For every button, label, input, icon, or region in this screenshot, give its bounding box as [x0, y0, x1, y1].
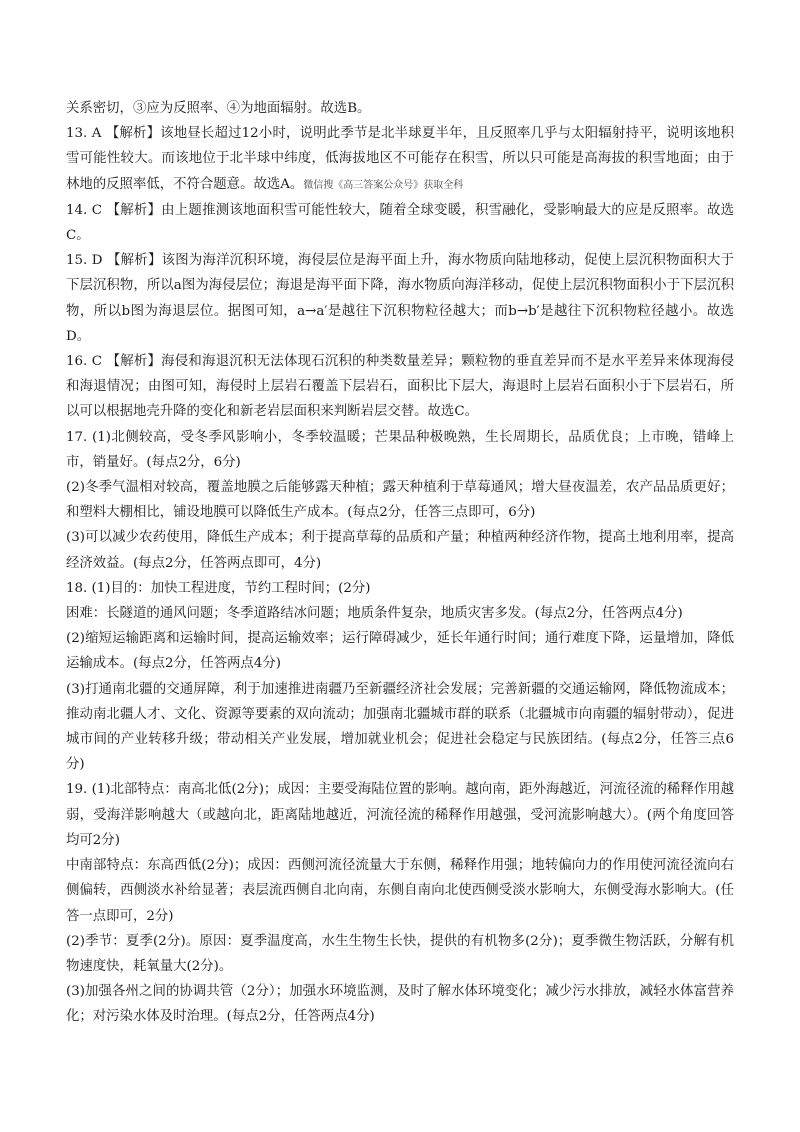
answer-18-1-difficulty: 困难：长隧道的通风问题；冬季道路结冰问题；地质条件复杂，地质灾害多发。(每点2分，任答两点4分)	[66, 606, 683, 622]
answer-18-2: (2)缩短运输距离和运输时间，提高运输效率；运行障碍减少，延长年通行时间；通行难度下降，运量增加，降低运输成本。(每点2分，任答两点4分)	[66, 631, 734, 672]
answer-18-3: (3)打通南北疆的交通屏障，利于加速推进南疆乃至新疆经济社会发展；完善新疆的交通运输网，降低物流成本；推动南北疆人才、文化、资源等要素的双向流动；加强南北疆城市群的联系（北疆城市向南疆的辐射带动），促进城市间的产业转移升级；带动相关产业发展，增加就业机会；促进社会稳定与民族团结。(每点2分，任答三点6分)	[66, 681, 734, 773]
answer-17-1: 17. (1)北侧较高，受冬季风影响小，冬季较温暖；芒果品种极晚熟，生长周期长，品质优良；上市晚，错峰上市，销量好。(每点2分，6分)	[66, 429, 734, 470]
answer-text-body	[66, 96, 734, 1030]
watermark-text: 微信搜《高三答案公众号》获取全科	[303, 179, 464, 191]
answer-18-1-purpose: 18. (1)目的：加快工程进度，节约工程时间；(2分)	[66, 580, 371, 596]
answer-19-3: (3)加强各州之间的协调共管（2分）；加强水环境监测，及时了解水体环境变化；减少污水排放，减轻水体富营养化；对污染水体及时治理。(每点2分，任答两点4分)	[66, 984, 734, 1025]
answer-19-2: (2)季节：夏季(2分)。原因：夏季温度高，水生生物生长快，提供的有机物多(2分)；夏季微生物活跃，分解有机物速度快，耗氧量大(2分)。	[66, 933, 734, 974]
answer-14: 14. C 【解析】由上题推测该地面积雪可能性较大，随着全球变暖，积雪融化，受影响最大的应是反照率。故选C。	[66, 202, 734, 244]
answer-19-1-central-south: 中南部特点：东高西低(2分)；成因：西侧河流径流量大于东侧，稀释作用强；地转偏向力的作用使河流径流向右侧偏转，西侧淡水补给显著；表层流西侧自北向南，东侧自南向北使西侧受淡水影响大，东侧受海水影响大。(任答一点即可，2分)	[66, 858, 734, 924]
answer-13-text: 13. A 【解析】该地昼长超过12小时，说明此季节是北半球夏半年，且反照率几乎与太阳辐射持平，说明该地积雪可能性较大。而该地位于北半球中纬度，低海拔地区不可能存在积雪，所以只可能是高海拔的积雪地面；由于林地的反照率低，不符合题意。故选A。	[66, 126, 734, 192]
answer-16: 16. C 【解析】海侵和海退沉积无法体现石沉积的种类数量差异；颗粒物的垂直差异而不是水平差异来体现海侵和海退情况；由图可知，海侵时上层岩石覆盖下层岩石，面积比下层大，海退时上层岩石面积小于下层岩石，所以可以根据地壳升降的变化和新老岩层面积来判断岩层交替。故选C。	[66, 354, 734, 420]
answer-13	[66, 121, 734, 198]
answer-17-2: (2)冬季气温相对较高，覆盖地膜之后能够露天种植；露天种植利于草莓通风；增大昼夜温差，农产品品质更好；和塑料大棚相比，铺设地膜可以降低生产成本。(每点2分，任答三点即可，6分)	[66, 480, 734, 521]
answer-17-3: (3)可以减少农药使用，降低生产成本；利于提高草莓的品质和产量；种植两种经济作物，提高土地利用率，提高经济效益。(每点2分，任答两点即可，4分)	[66, 530, 734, 571]
answer-19-1-north: 19. (1)北部特点：南高北低(2分)；成因：主要受海陆位置的影响。越向南，距外海越近，河流径流的稀释作用越弱，受海洋影响越大（或越向北，距离陆地越近，河流径流的稀释作用越强，受河流影响越大）。(两个角度回答均可2分)	[66, 782, 735, 848]
paragraph-continuation: 关系密切，③应为反照率、④为地面辐射。故选B。	[66, 101, 371, 116]
answer-15: 15. D 【解析】该图为海洋沉积环境，海侵层位是海平面上升，海水物质向陆地移动，促使上层沉积物面积大于下层沉积物，所以a图为海侵层位；海退是海平面下降，海水物质向海洋移动，促使上层沉积物面积小于下层沉积物，所以b图为海退层位。据图可知，a→a′是越往下沉积物粒径越大；而b→b′是越往下沉积物粒径越小。故选D。	[66, 253, 734, 344]
